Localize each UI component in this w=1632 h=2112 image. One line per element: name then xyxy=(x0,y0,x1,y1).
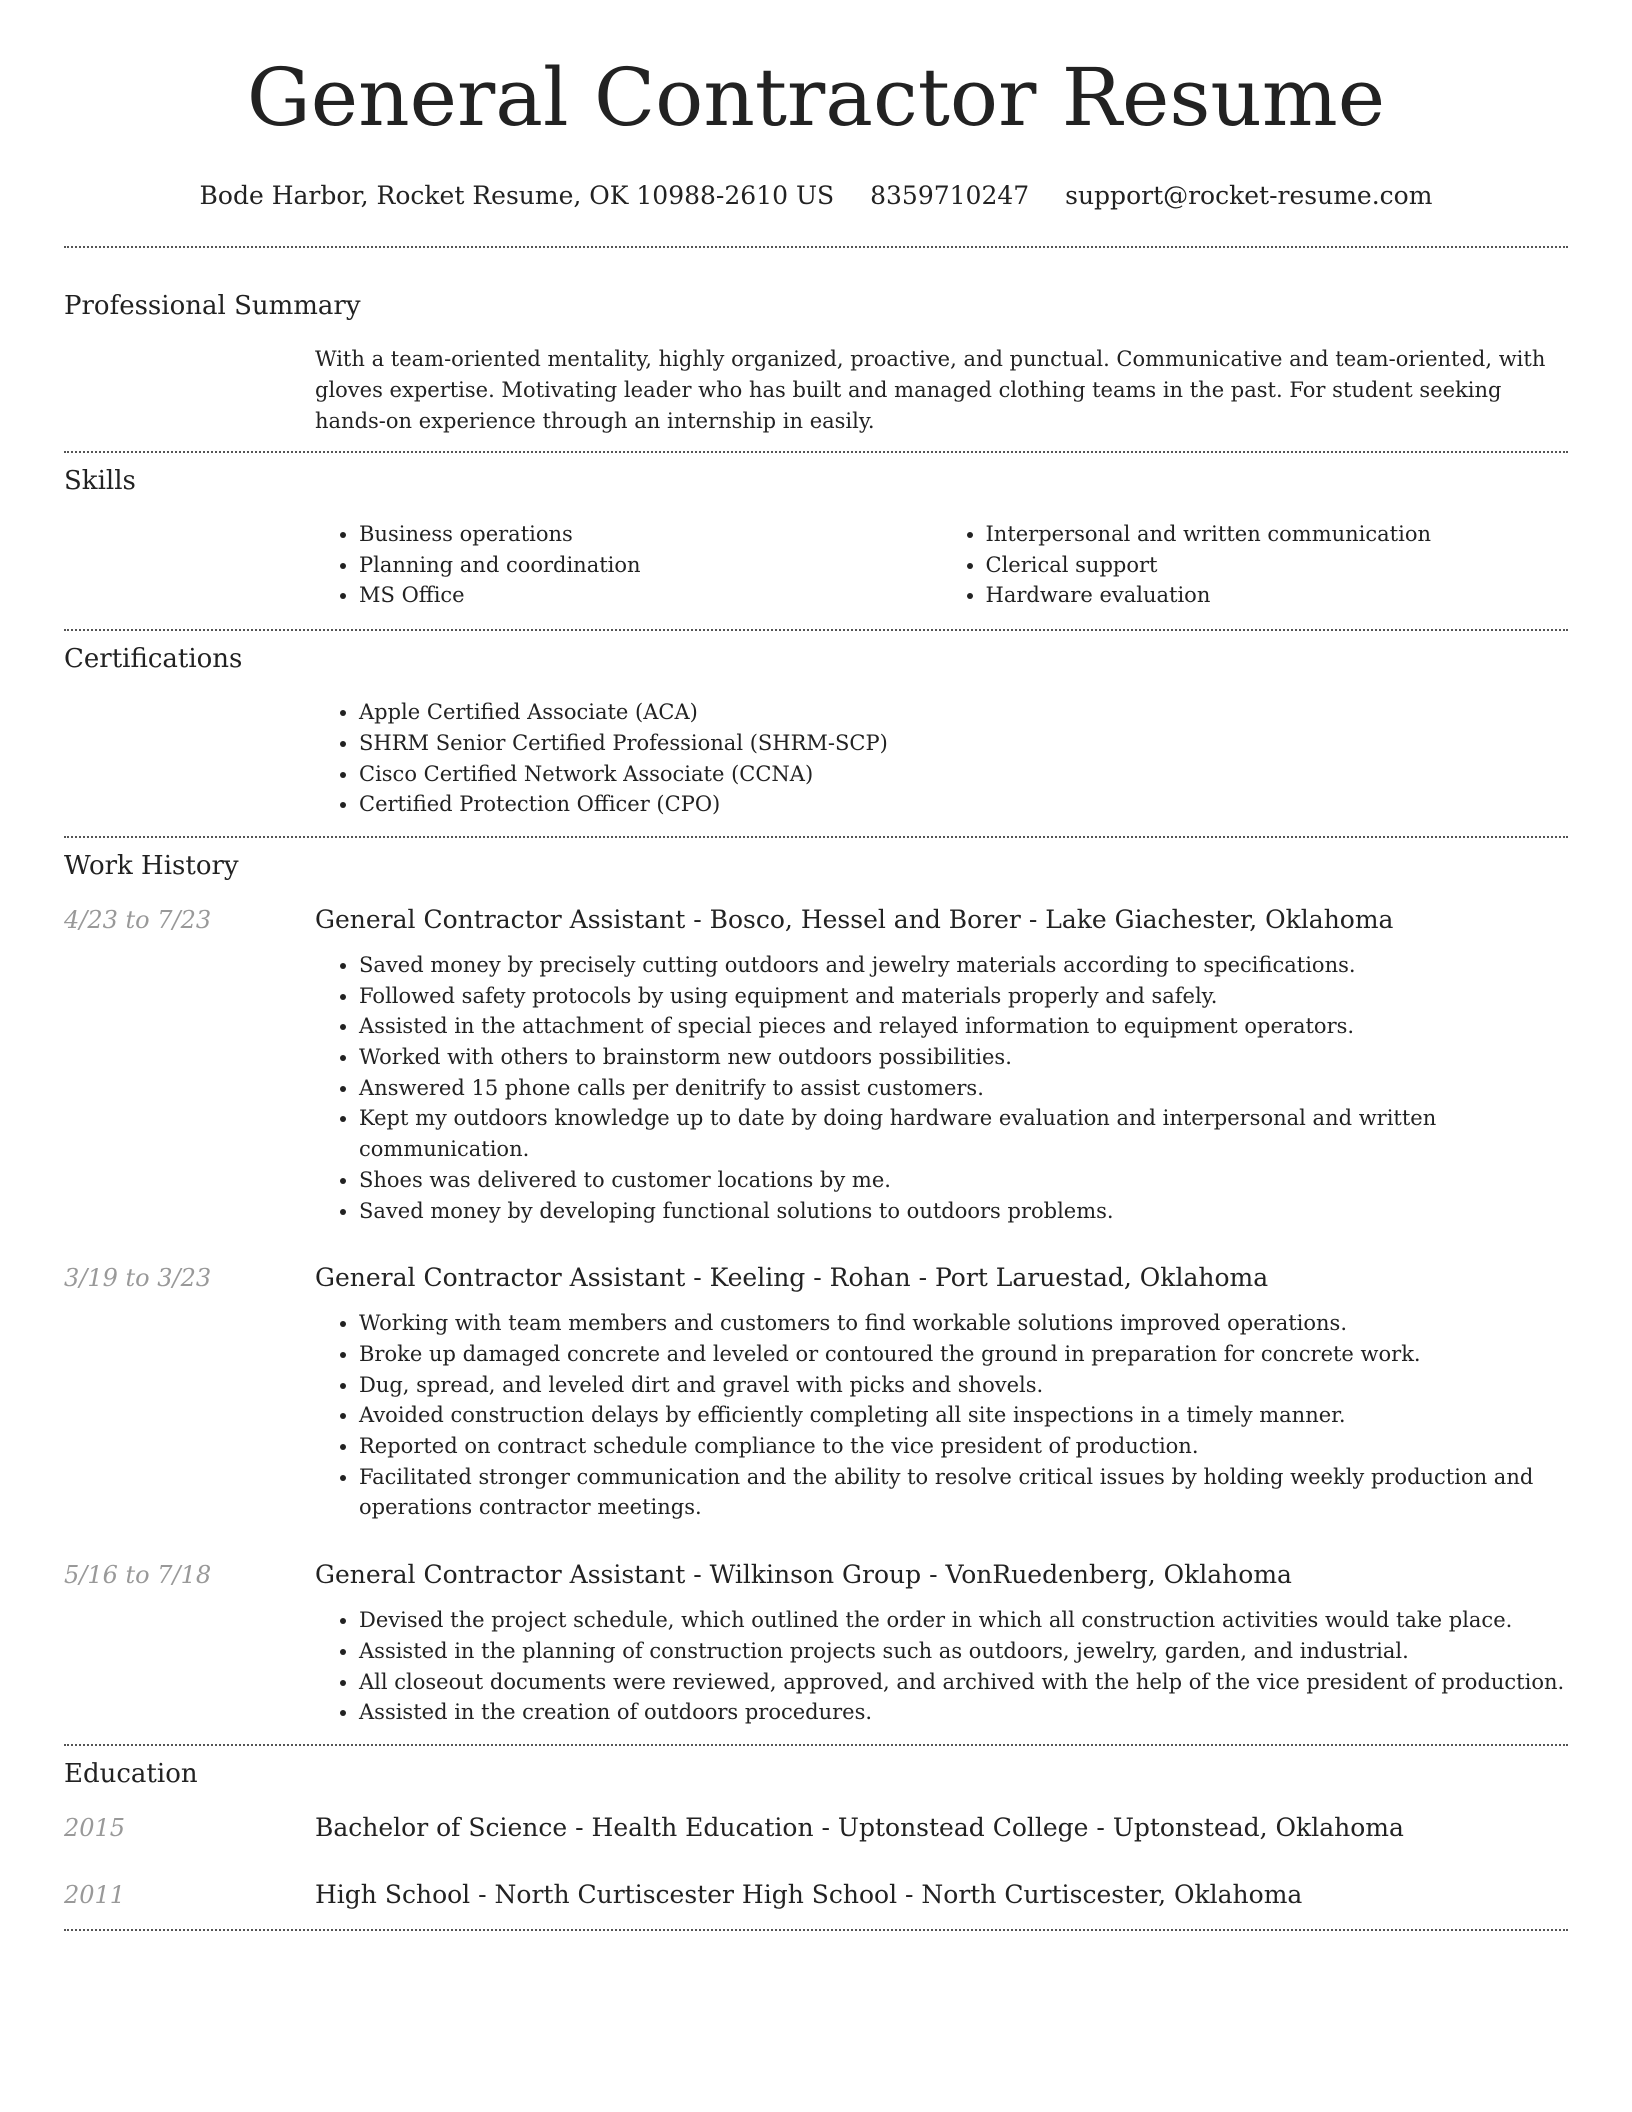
job-entry xyxy=(64,904,1568,1226)
education-heading: Education xyxy=(64,1758,198,1789)
job-bullet: • Shoes was delivered to customer locations by me. xyxy=(359,1165,1568,1196)
job-dates: 5/16 to 7/18 xyxy=(64,1561,212,1590)
job-bullet: • Facilitated stronger communication and the ability to resolve critical issues by holding weekly production and operations contractor meetings. xyxy=(359,1462,1568,1523)
job-bullet: • Broke up damaged concrete and leveled or contoured the ground in preparation for concrete work. xyxy=(359,1339,1568,1370)
job-bullet: • Answered 15 phone calls per denitrify to assist customers. xyxy=(359,1073,1568,1104)
contact-line xyxy=(64,180,1568,212)
summary-text: With a team-oriented mentality, highly organized, proactive, and punctual. Communicative and team-oriented, with gloves expertise. Motivating leader who has built and managed clothing teams in the past. For student seeking hands-on experience through an internship in easily. xyxy=(315,347,1546,433)
job-title: General Contractor Assistant - Keeling - Rohan - Port Laruestad, Oklahoma xyxy=(315,1263,1269,1293)
contact-email: support@rocket-resume.com xyxy=(1065,181,1433,210)
certifications-list xyxy=(315,697,1568,820)
summary-heading: Professional Summary xyxy=(64,291,361,321)
skill-item: • Business operations xyxy=(359,519,942,550)
job-entry xyxy=(64,1559,1568,1728)
job-bullet: • Saved money by precisely cutting outdoors and jewelry materials according to specifications. xyxy=(359,950,1568,981)
divider xyxy=(64,451,1568,453)
certification-item: • Apple Certified Associate (ACA) xyxy=(359,697,1568,728)
job-dates: 4/23 to 7/23 xyxy=(64,905,212,934)
resume-title: General Contractor Resume xyxy=(246,51,1386,144)
divider xyxy=(64,1929,1568,1931)
education-year: 2011 xyxy=(64,1880,126,1909)
education-text: Bachelor of Science - Health Education - Uptonstead College - Uptonstead, Oklahoma xyxy=(315,1812,1404,1842)
job-bullets xyxy=(315,950,1568,1226)
skill-item: • Hardware evaluation xyxy=(986,580,1569,611)
job-title: General Contractor Assistant - Wilkinson Group - VonRuedenberg, Oklahoma xyxy=(315,1560,1292,1590)
job-bullet: • Assisted in the attachment of special pieces and relayed information to equipment operators. xyxy=(359,1011,1568,1042)
job-bullet: • Kept my outdoors knowledge up to date by doing hardware evaluation and interpersonal and written communication. xyxy=(359,1103,1568,1164)
skills-column-right xyxy=(942,519,1569,611)
divider xyxy=(64,629,1568,631)
job-bullets xyxy=(315,1308,1568,1523)
resume-page xyxy=(64,0,1568,1931)
certification-item: • Certified Protection Officer (CPO) xyxy=(359,789,1568,820)
job-bullet: • Saved money by developing functional solutions to outdoors problems. xyxy=(359,1196,1568,1227)
certifications-heading: Certifications xyxy=(64,644,243,675)
education-entry xyxy=(64,1812,1568,1844)
job-bullet: • Assisted in the planning of construction projects such as outdoors, jewelry, garden, and industrial. xyxy=(359,1636,1568,1667)
job-bullet: • Dug, spread, and leveled dirt and gravel with picks and shovels. xyxy=(359,1370,1568,1401)
skill-item: • Clerical support xyxy=(986,550,1569,581)
skill-item: • Planning and coordination xyxy=(359,550,942,581)
job-bullet: • Working with team members and customers to find workable solutions improved operations. xyxy=(359,1308,1568,1339)
job-bullet: • Reported on contract schedule compliance to the vice president of production. xyxy=(359,1431,1568,1462)
contact-address: Bode Harbor, Rocket Resume, OK 10988-2610 US xyxy=(199,181,835,210)
job-bullet: • All closeout documents were reviewed, approved, and archived with the help of the vice president of production. xyxy=(359,1667,1568,1698)
job-bullet: • Avoided construction delays by efficiently completing all site inspections in a timely manner. xyxy=(359,1400,1568,1431)
job-dates: 3/19 to 3/23 xyxy=(64,1264,212,1293)
job-bullet: • Assisted in the creation of outdoors procedures. xyxy=(359,1697,1568,1728)
skills-heading: Skills xyxy=(64,466,136,496)
divider xyxy=(64,1744,1568,1746)
job-entry xyxy=(64,1262,1568,1523)
divider xyxy=(64,246,1568,248)
work-heading: Work History xyxy=(64,850,239,881)
skill-item: • Interpersonal and written communication xyxy=(986,519,1569,550)
job-bullet: • Worked with others to brainstorm new outdoors possibilities. xyxy=(359,1042,1568,1073)
job-bullet: • Devised the project schedule, which outlined the order in which all construction activities would take place. xyxy=(359,1605,1568,1636)
education-year: 2015 xyxy=(64,1813,126,1842)
certification-item: • SHRM Senior Certified Professional (SHRM-SCP) xyxy=(359,728,1568,759)
skills-column-left xyxy=(315,519,942,611)
certification-item: • Cisco Certified Network Associate (CCNA) xyxy=(359,759,1568,790)
skill-item: • MS Office xyxy=(359,580,942,611)
education-entry xyxy=(64,1879,1568,1911)
divider xyxy=(64,836,1568,838)
job-bullet: • Followed safety protocols by using equipment and materials properly and safely. xyxy=(359,981,1568,1012)
job-bullets xyxy=(315,1605,1568,1728)
job-title: General Contractor Assistant - Bosco, Hessel and Borer - Lake Giachester, Oklahoma xyxy=(315,904,1394,934)
education-text: High School - North Curtiscester High School - North Curtiscester, Oklahoma xyxy=(315,1879,1303,1909)
skills-list xyxy=(315,519,1568,611)
contact-phone: 8359710247 xyxy=(870,181,1030,210)
